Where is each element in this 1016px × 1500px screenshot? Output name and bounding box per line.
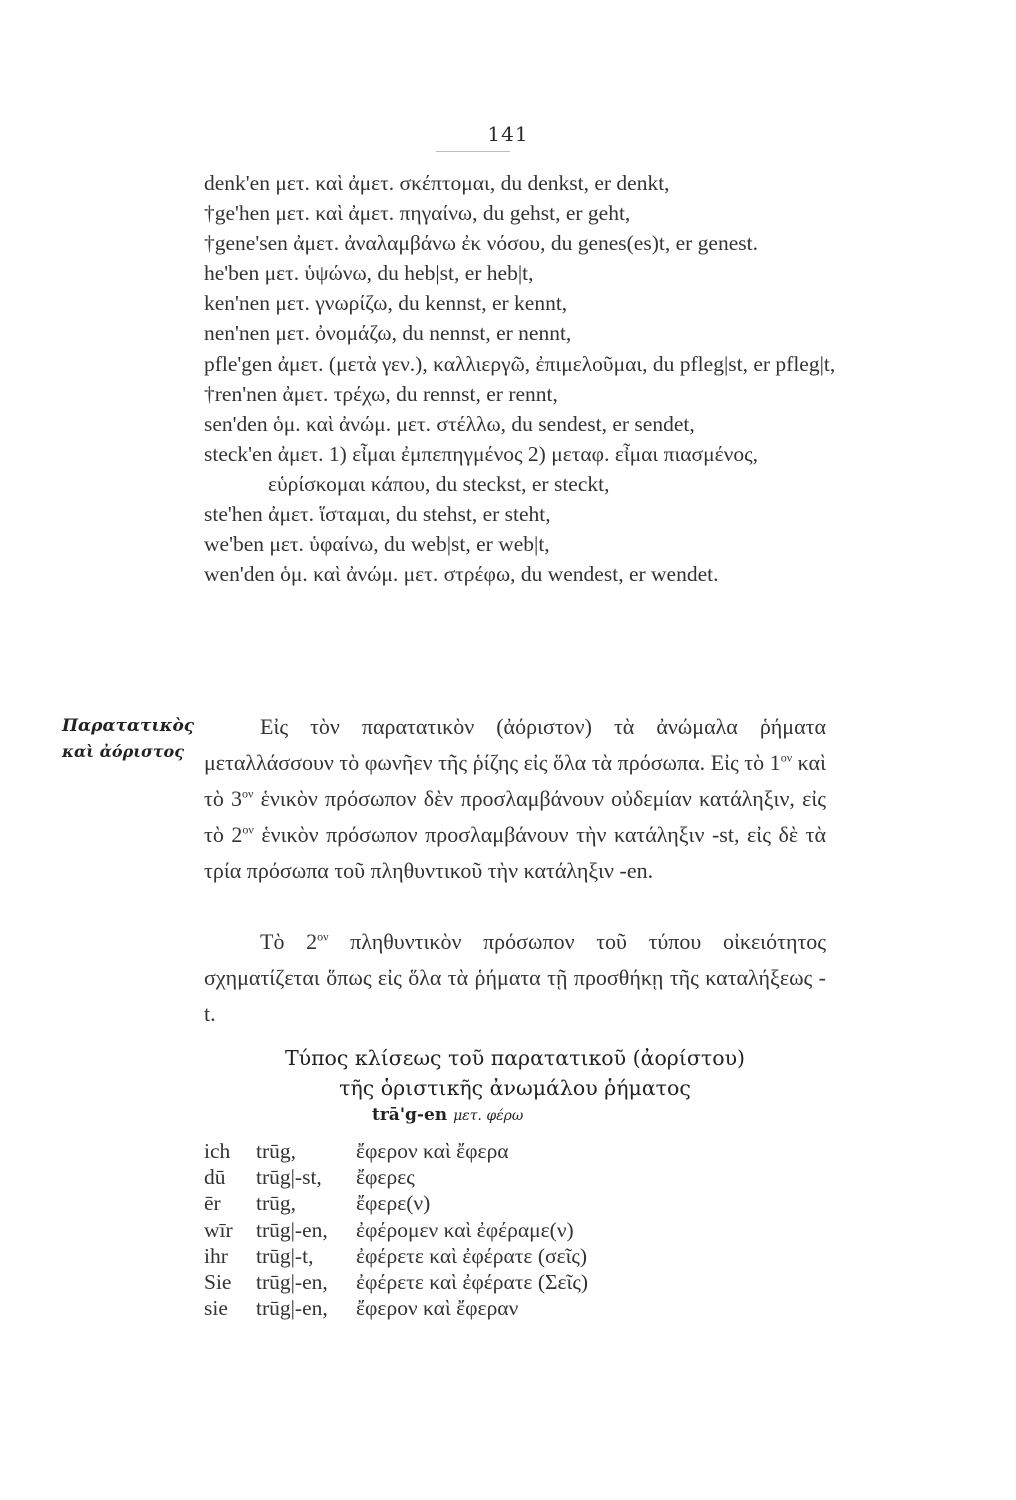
table-row [204, 1243, 588, 1269]
form-cell: trūg|-en, [256, 1217, 328, 1242]
verb-entry: ken'nen μετ. γνωρίζω, du kennst, er kennt, [204, 291, 568, 316]
table-row [204, 1295, 588, 1321]
conjugation-title: Τύπος κλίσεως τοῦ παρατατικοῦ (ἀορίστου) [284, 1046, 746, 1070]
verb-entry: we'ben μετ. ὑφαίνω, du web|st, er web|t, [204, 532, 550, 557]
verb-entry: ste'hen ἀμετ. ἵσταμαι, du stehst, er steht, [204, 502, 551, 527]
translation-cell: ἔφερες [356, 1165, 415, 1190]
paragraph-text: Εἰς τὸν παρατατικὸν (ἀόριστον) τὰ ἀνώμαλα ῥήματα μεταλλάσσουν τὸ φωνῆεν τῆς ῥίζης εἰς ὅλα τὰ πρόσωπα. Εἰς τὸ 1 [204, 714, 826, 775]
margin-heading-line: Παρατατικὸς [62, 716, 195, 736]
pronoun-cell: wīr [204, 1217, 233, 1242]
ordinal-suffix: ον [780, 750, 793, 765]
verb-entry: wen'den ὁμ. καὶ ἀνώμ. μετ. στρέφω, du wendest, er wendet. [204, 562, 719, 587]
ordinal-suffix: ον [242, 822, 254, 837]
verb-entry: pfle'gen ἀμετ. (μετὰ γεν.), καλλιεργῶ, ἐπιμελοῦμαι, du pfleg|st, er pfleg|t, [204, 351, 836, 376]
translation-cell: ἔφερον καὶ ἔφερα [356, 1139, 509, 1163]
paragraph-text: Τὸ 2 [260, 929, 318, 954]
paragraph-plural-rule [204, 924, 826, 1032]
conjugation-subtitle: τῆς ὁριστικῆς ἀνωμάλου ῥήματος [339, 1076, 691, 1100]
verb-entry: nen'nen μετ. ὀνομάζω, du nennst, er nennt, [204, 321, 572, 346]
translation-cell: ἔφερον καὶ ἔφεραν [356, 1296, 519, 1321]
translation-cell: ἐφέρετε καὶ ἐφέρατε (σεῖς) [356, 1243, 588, 1268]
table-row [204, 1138, 588, 1164]
pronoun-cell: sie [204, 1296, 228, 1321]
margin-heading [62, 713, 202, 765]
verb-entry: denk'en μετ. καὶ ἀμετ. σκέπτομαι, du denkst, er denkt, [204, 171, 670, 195]
translation-cell: ἐφέρομεν καὶ ἐφέραμε(ν) [356, 1217, 574, 1242]
margin-heading-line: καὶ ἀόριστος [62, 742, 184, 761]
translation-cell: ἐφέρετε καὶ ἐφέρατε (Σεῖς) [356, 1270, 588, 1295]
paragraph-text: ἑνικὸν πρόσωπον προσλαμβάνουν τὴν κατάληξιν -st, εἰς δὲ τὰ τρία πρόσωπα τοῦ πληθυντικοῦ τὴν κατάληξιν -en. [204, 822, 826, 883]
verb-infinitive: trā'g-en [372, 1105, 448, 1125]
form-cell: trūg|-en, [256, 1270, 328, 1295]
form-cell: trūg, [256, 1191, 297, 1216]
ordinal-suffix: ον [242, 786, 254, 801]
verb-entry: †gene'sen ἀμετ. ἀναλαμβάνω ἐκ νόσου, du genes(es)t, er genest. [204, 231, 758, 256]
paragraph-text: ἑνικὸν πρόσωπον δὲν προσλαμβάνουν οὐδεμίαν κατάληξιν, εἰς τὸ 2 [204, 786, 826, 847]
verb-entry: steck'en ἀμετ. 1) εἶμαι ἐμπεπηγμένος 2) μεταφ. εἶμαι πιασμένος, εὑρίσκομαι κάπου, du steckst, er steckt, [204, 441, 759, 496]
paragraph-text: πληθυντικὸν πρόσωπον τοῦ τύπου οἰκειότητος σχηματίζεται ὅπως εἰς ὅλα τὰ ῥήματα τῇ προσθήκῃ τῆς καταλήξεως -t. [204, 929, 826, 1026]
verb-entries-list [204, 168, 844, 589]
verb-entry: †ren'nen ἀμετ. τρέχω, du rennst, er rennt, [204, 381, 558, 406]
conjugation-table [204, 1138, 588, 1321]
pronoun-cell: ēr [204, 1191, 221, 1216]
conjugation-verb-heading [372, 1105, 523, 1125]
page-number: 141 [487, 122, 529, 146]
table-row [204, 1269, 588, 1295]
translation-cell: ἔφερε(ν) [356, 1191, 431, 1216]
pronoun-cell: ich [204, 1139, 231, 1163]
pronoun-cell: dū [204, 1165, 226, 1190]
table-row [204, 1190, 588, 1216]
verb-entry: he'ben μετ. ὑψώνω, du heb|st, er heb|t, [204, 261, 534, 286]
form-cell: trūg, [256, 1139, 297, 1163]
form-cell: trūg|-st, [256, 1165, 322, 1190]
form-cell: trūg|-t, [256, 1243, 314, 1268]
form-cell: trūg|-en, [256, 1296, 328, 1321]
pronoun-cell: ihr [204, 1243, 228, 1268]
page-number-rule [436, 151, 510, 152]
pronoun-cell: Sie [204, 1270, 232, 1295]
verb-entry: †ge'hen μετ. καὶ ἀμετ. πηγαίνω, du gehst, er geht, [204, 201, 631, 226]
paragraph-imperfect-rule [204, 709, 826, 889]
verb-entry: sen'den ὁμ. καὶ ἀνώμ. μετ. στέλλω, du sendest, er sendet, [204, 411, 695, 436]
paragraph-text: καὶ τὸ 3 [204, 750, 826, 811]
ordinal-suffix: ον [317, 929, 329, 944]
table-row [204, 1217, 588, 1243]
verb-gloss: μετ. φέρω [453, 1108, 524, 1124]
table-row [204, 1164, 588, 1190]
